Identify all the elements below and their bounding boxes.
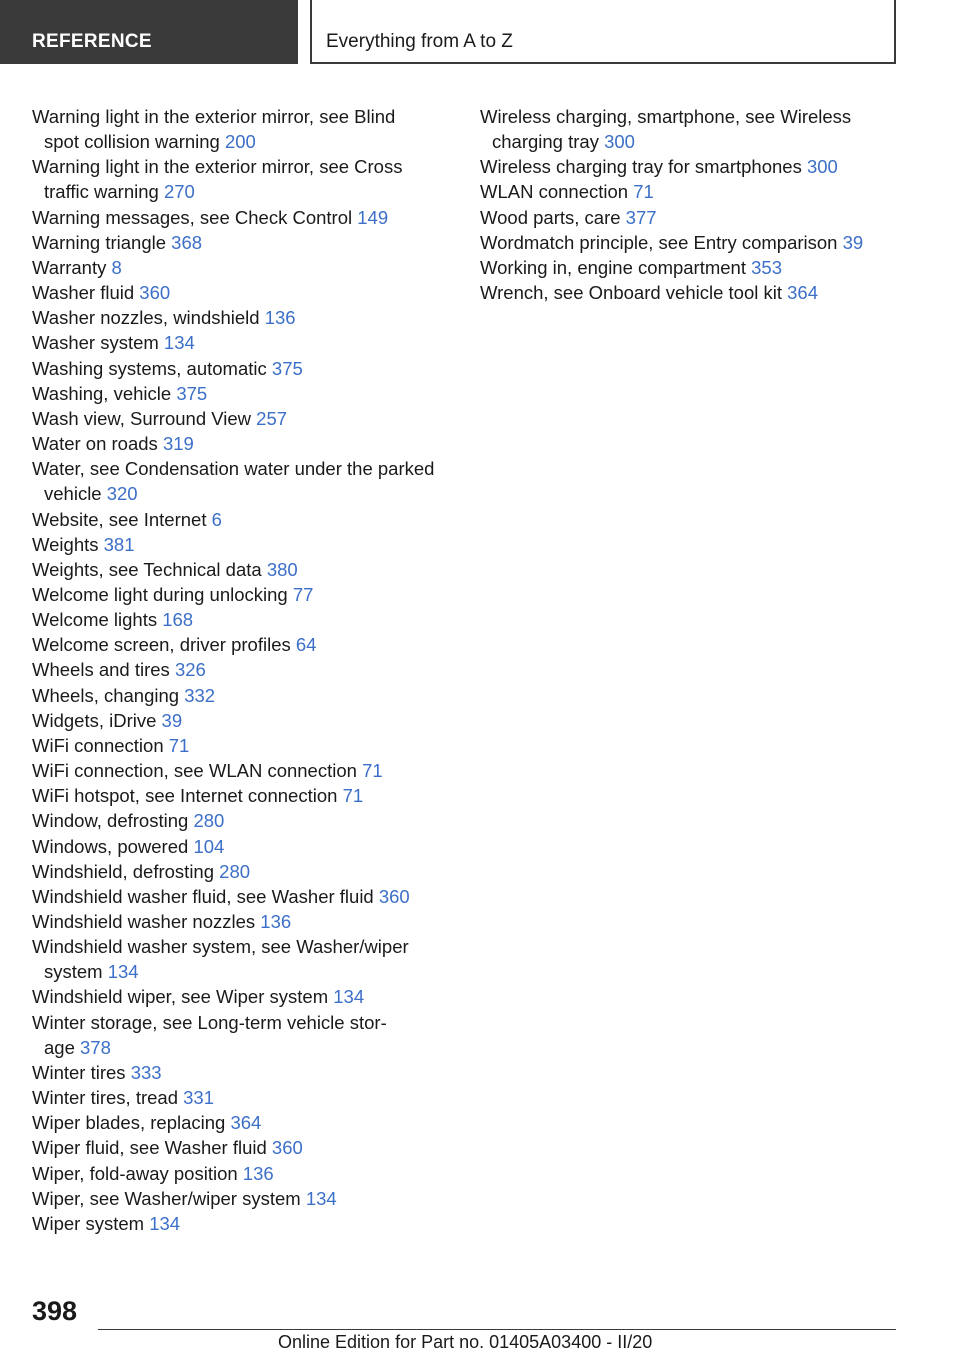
index-entry [32,808,462,833]
index-entry-text: Wood parts, care [480,206,621,228]
page-reference-link[interactable]: 375 [176,382,208,404]
index-entry-text: Windshield washer fluid, see Washer fluid [32,885,374,907]
index-entry [32,205,462,230]
index-entry [480,179,920,204]
index-entry-text: Warning light in the exterior mirror, see Cross [32,156,403,178]
index-entry-text: Winter storage, see Long-term vehicle stor- [32,1011,387,1033]
page-reference-link[interactable]: 8 [111,256,122,278]
index-entry [32,1010,462,1060]
page-reference-link[interactable]: 319 [162,433,194,455]
index-entry-text: WiFi connection [32,734,164,756]
index-entry-text: Wiper fluid, see Washer fluid [32,1137,267,1159]
index-entry-text: Weights, see Technical data [32,558,262,580]
page-reference-link[interactable]: 381 [103,533,135,555]
index-entry-text: WiFi hotspot, see Internet connection [32,785,338,807]
index-entry-text: Wireless charging tray for smartphones [480,156,802,178]
page-reference-link[interactable]: 353 [751,256,782,278]
index-entry-text: Window, defrosting [32,810,189,832]
index-entry [32,733,462,758]
page-reference-link[interactable]: 375 [271,357,303,379]
index-entry [32,1135,462,1160]
page-reference-link[interactable]: 364 [230,1112,262,1134]
page-reference-link[interactable]: 134 [305,1187,337,1209]
index-entry-text: WiFi connection, see WLAN connection [32,760,357,782]
page-reference-link[interactable]: 168 [162,609,194,631]
index-entry-text: Washer system [32,332,159,354]
page-reference-link[interactable]: 300 [806,156,838,178]
index-entry [32,456,462,506]
index-entry-text: Wheels and tires [32,659,170,681]
index-entry-text: Windshield washer nozzles [32,911,256,932]
index-entry [32,406,462,431]
index-entry [32,834,462,859]
page-reference-link[interactable]: 39 [161,709,183,731]
page-reference-link[interactable]: 270 [163,181,195,203]
index-entry [32,708,462,733]
page-reference-link[interactable]: 104 [193,835,225,857]
page-reference-link[interactable]: 377 [625,206,657,228]
page-reference-link[interactable]: 71 [342,785,364,807]
page-reference-link[interactable]: 368 [171,231,203,253]
page-reference-link[interactable]: 360 [139,282,171,304]
page-reference-link[interactable]: 280 [219,860,251,882]
page-reference-link[interactable]: 134 [149,1212,181,1234]
index-entry-text: Windshield, defrosting [32,860,215,882]
page-reference-link[interactable]: 380 [266,558,298,580]
index-entry-text: Warning messages, see Check Control [32,206,353,228]
index-entry-text: Welcome screen, driver profiles [32,634,291,656]
index-entry-text: Water, see Condensation water under the parked [32,458,435,480]
index-entry [480,154,920,179]
index-entry-text: system [44,961,103,983]
index-entry-text: Washer nozzles, windshield [32,307,260,329]
index-entry-text: WLAN connection [480,181,629,203]
index-entry-text: Wiper, see Washer/wiper system [32,1187,301,1209]
index-entry-text: Warning triangle [32,231,167,253]
index-entry-text: Welcome lights [32,609,158,631]
index-entry [32,884,462,909]
index-entry-text: Wordmatch principle, see Entry comparison [480,231,838,253]
page-reference-link[interactable]: 332 [184,684,216,706]
index-entry-text: spot collision warning [44,131,220,153]
index-entry-text: Wireless charging, smartphone, see Wireless [480,106,852,127]
index-entry-text: Winter tires, tread [32,1087,178,1109]
index-entry-text: Website, see Internet [32,508,207,530]
page-reference-link[interactable]: 77 [292,583,314,605]
index-entry [32,1161,462,1186]
index-entry-text: Windows, powered [32,835,189,857]
index-entry [32,330,462,355]
index-entry-text: Working in, engine compartment [480,256,746,278]
index-entry-text: Widgets, iDrive [32,709,157,731]
index-entry-text: Wiper blades, replacing [32,1112,226,1134]
index-entry-text: Winter tires [32,1061,126,1083]
index-entry-text: Wheels, changing [32,684,180,706]
index-entry [32,607,462,632]
index-entry [32,657,462,682]
page-reference-link[interactable]: 331 [183,1087,215,1109]
index-entry-text: Weights [32,533,99,555]
index-entry [32,909,462,934]
index-entry [32,154,462,204]
page-reference-link[interactable]: 136 [260,911,292,932]
index-entry [32,104,462,154]
index-entry [32,859,462,884]
index-entry-text: Water on roads [32,433,158,455]
page-reference-link[interactable]: 71 [633,181,654,203]
index-entry [32,532,462,557]
index-entry [32,381,462,406]
index-entry [32,356,462,381]
index-entry [32,783,462,808]
edition-note: Online Edition for Part no. 01405A03400 - II/20 [278,1332,653,1352]
index-entry [32,758,462,783]
index-column-left [32,104,462,1236]
section-tab: REFERENCE [0,0,298,64]
page-reference-link[interactable]: 71 [168,734,190,756]
index-entry-text: Wrench, see Onboard vehicle tool kit [480,282,782,304]
index-entry [480,230,920,255]
index-entry [480,255,920,280]
index-entry-text: vehicle [44,483,102,505]
page-reference-link[interactable]: 257 [256,407,288,429]
index-entry-text: Wash view, Surround View [32,407,252,429]
index-entry [32,280,462,305]
index-entry [32,1110,462,1135]
index-entry [32,230,462,255]
index-entry-text: Wiper, fold-away position [32,1162,238,1184]
index-entry [32,1211,462,1236]
page-reference-link[interactable]: 64 [295,634,317,656]
index-entry-text: traffic warning [44,181,159,203]
index-entry [32,507,462,532]
index-entry [480,104,920,154]
page-reference-link[interactable]: 333 [130,1061,162,1083]
index-entry-text: charging tray [492,131,599,153]
index-entry-text: Wiper system [32,1212,145,1234]
index-entry [32,305,462,330]
index-entry-text: age [44,1036,75,1058]
index-entry [32,632,462,657]
index-entry-text: Washing systems, automatic [32,357,267,379]
index-entry [32,1085,462,1110]
page-reference-link[interactable]: 134 [107,961,139,983]
page-reference-link[interactable]: 136 [264,307,296,329]
index-column-right [480,104,920,305]
index-entry [480,205,920,230]
page-reference-link[interactable]: 136 [242,1162,274,1184]
page-reference-link[interactable]: 378 [80,1036,111,1058]
index-entry [32,431,462,456]
index-entry [32,984,462,1009]
index-entry-text: Welcome light during unlocking [32,583,288,605]
page-reference-link[interactable]: 300 [604,131,635,153]
footer-divider [98,1329,896,1330]
page-reference-link[interactable]: 39 [842,231,864,253]
index-entry-text: Warranty [32,256,107,278]
page-reference-link[interactable]: 134 [333,986,365,1008]
page-reference-link[interactable]: 280 [193,810,225,832]
index-entry [32,683,462,708]
page-reference-link[interactable]: 360 [378,885,410,907]
page-number: 398 [32,1296,78,1326]
page-reference-link[interactable]: 71 [362,760,383,782]
index-entry-text: Windshield washer system, see Washer/wiper [32,936,409,958]
chapter-title: Everything from A to Z [310,0,896,64]
index-entry-text: Warning light in the exterior mirror, see Blind [32,106,396,127]
page-reference-link[interactable]: 6 [211,508,222,530]
page-reference-link[interactable]: 326 [174,659,206,681]
index-entry [32,255,462,280]
index-entry [32,934,462,984]
index-entry [32,1060,462,1085]
page-reference-link[interactable]: 360 [271,1137,303,1159]
page-reference-link[interactable]: 134 [163,332,195,354]
index-entry-text: Washing, vehicle [32,382,172,404]
index-entry [32,1186,462,1211]
index-entry-text: Washer fluid [32,282,135,304]
index-entry [32,582,462,607]
page-reference-link[interactable]: 200 [224,131,256,153]
page-reference-link[interactable]: 149 [357,206,389,228]
index-entry [32,557,462,582]
page-reference-link[interactable]: 320 [106,483,138,505]
page-reference-link[interactable]: 364 [787,282,818,304]
index-entry [480,280,920,305]
index-entry-text: Windshield wiper, see Wiper system [32,986,329,1008]
